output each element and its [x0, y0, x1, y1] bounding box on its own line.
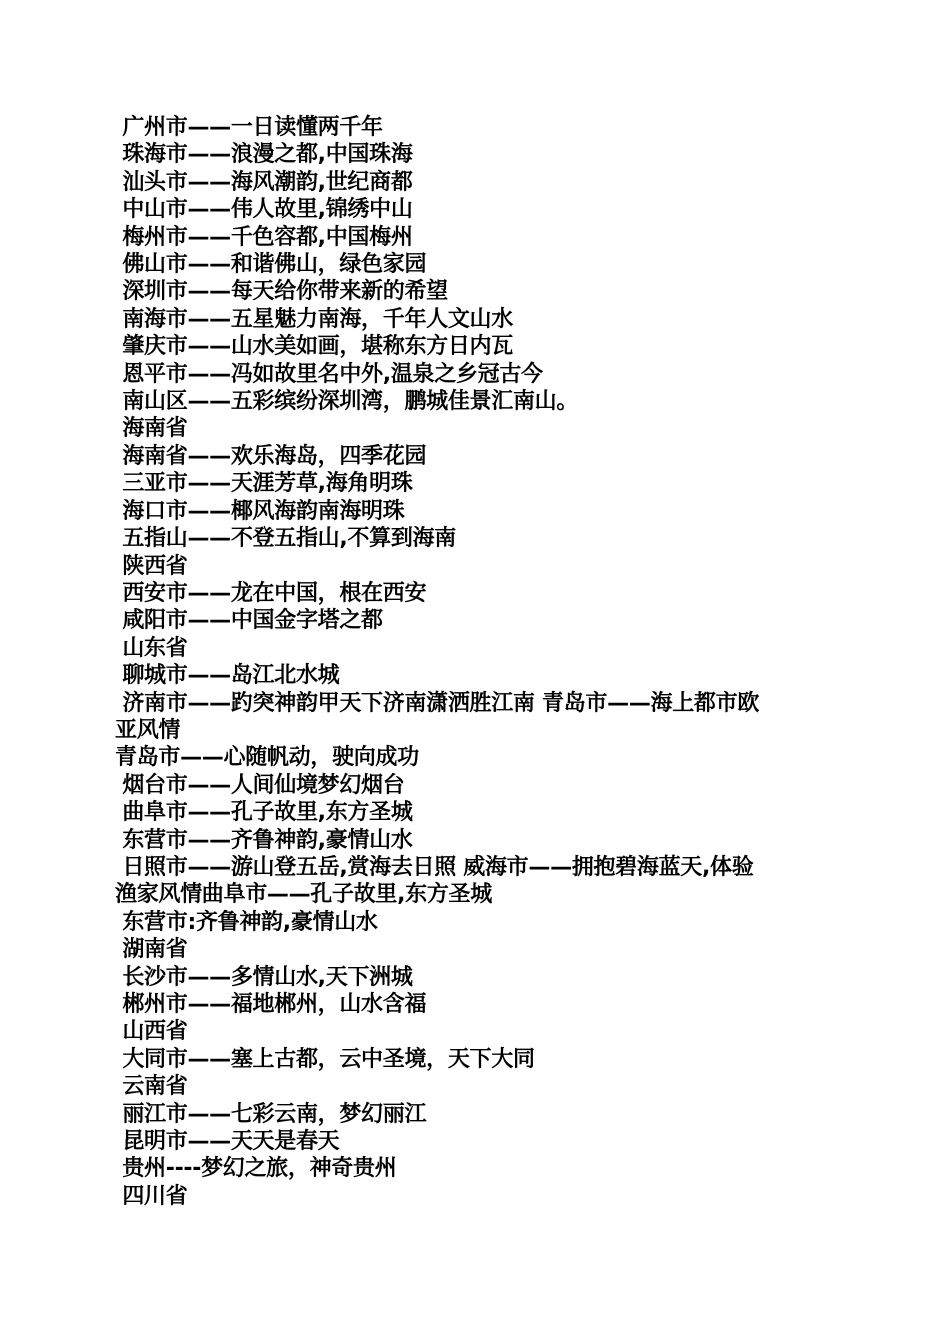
- section-heading: 湖南省: [115, 937, 188, 963]
- text-line: 珠海市——浪漫之都,中国珠海: [115, 142, 413, 168]
- document-body: [115, 114, 835, 1210]
- text-line: 东营市:齐鲁神韵,豪情山水: [115, 909, 378, 935]
- text-line: 曲阜市——孔子故里,东方圣城: [115, 800, 413, 826]
- text-line: 恩平市——冯如故里名中外,温泉之乡冠古今: [115, 361, 543, 387]
- text-line: 丽江市——七彩云南，梦幻丽江: [115, 1101, 427, 1127]
- text-line: 五指山——不登五指山,不算到海南: [115, 526, 456, 552]
- text-line: 深圳市——每天给你带来新的希望: [115, 279, 448, 305]
- section-heading: 山西省: [115, 1019, 188, 1045]
- text-line: 青岛市——心随帆动，驶向成功: [115, 745, 419, 771]
- section-heading: 陕西省: [115, 553, 188, 579]
- section-heading: 山东省: [115, 635, 188, 661]
- text-line: 汕头市——海风潮韵,世纪商都: [115, 169, 413, 195]
- text-line: 南海市——五星魅力南海，千年人文山水: [115, 306, 513, 332]
- text-line: 东营市——齐鲁神韵,豪情山水: [115, 827, 413, 853]
- text-line: 济南市——趵突神韵甲天下济南潇洒胜江南 青岛市——海上都市欧: [115, 690, 760, 716]
- text-line: 大同市——塞上古都，云中圣境，天下大同: [115, 1046, 535, 1072]
- text-line: 南山区——五彩缤纷深圳湾，鹏城佳景汇南山。: [115, 389, 579, 415]
- text-line: 佛山市——和谐佛山，绿色家园: [115, 252, 427, 278]
- text-line: 渔家风情曲阜市——孔子故里,东方圣城: [115, 882, 492, 908]
- text-line: 日照市——游山登五岳,赏海去日照 威海市——拥抱碧海蓝天,体验: [115, 854, 754, 880]
- section-heading: 四川省: [115, 1183, 188, 1209]
- text-line: 西安市——龙在中国，根在西安: [115, 580, 427, 606]
- text-line: 梅州市——千色容都,中国梅州: [115, 224, 413, 250]
- text-line: 聊城市——岛江北水城: [115, 663, 340, 689]
- text-line: 海口市——椰风海韵南海明珠: [115, 498, 405, 524]
- text-line: 贵州----梦幻之旅，神奇贵州: [115, 1156, 397, 1182]
- text-line: 肇庆市——山水美如画，堪称东方日内瓦: [115, 334, 513, 360]
- text-line: 广州市——一日读懂两千年: [115, 115, 383, 140]
- text-line: 长沙市——多情山水,天下洲城: [115, 964, 413, 990]
- section-heading: 云南省: [115, 1074, 188, 1100]
- text-line: 中山市——伟人故里,锦绣中山: [115, 197, 413, 223]
- text-line: 三亚市——天涯芳草,海角明珠: [115, 471, 413, 497]
- text-line: 昆明市——天天是春天: [115, 1129, 340, 1155]
- text-line: 亚风情: [115, 717, 181, 743]
- section-heading: 海南省: [115, 416, 188, 442]
- text-line: 咸阳市——中国金字塔之都: [115, 608, 383, 634]
- text-line: 郴州市——福地郴州，山水含福: [115, 992, 427, 1017]
- text-line: 烟台市——人间仙境梦幻烟台: [115, 772, 405, 798]
- text-line: 海南省——欢乐海岛，四季花园: [115, 443, 427, 469]
